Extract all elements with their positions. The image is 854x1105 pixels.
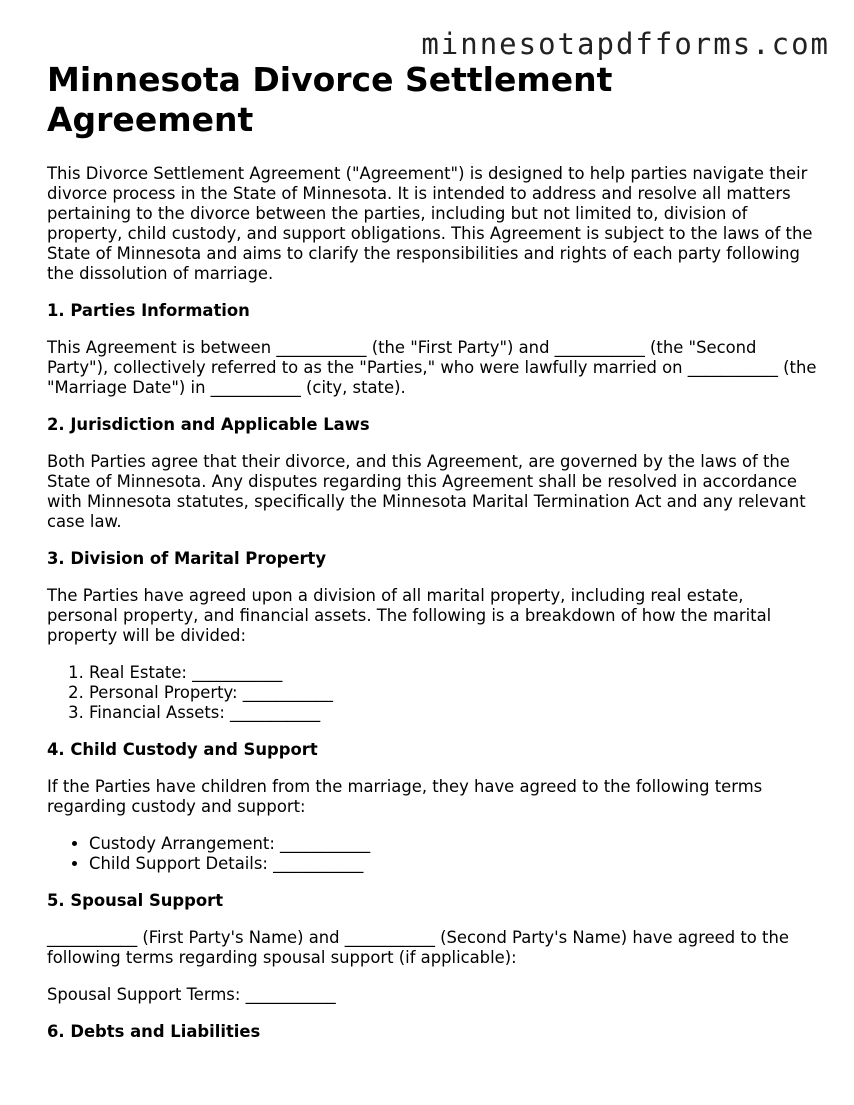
section-text-parties: This Agreement is between ___________ (the "First Party") and ___________ (the "Second Party"), collectively referred to as the "Parties," who were lawfully married on ___________ (the "Marriage Date") in ___________ (city, state).: [47, 338, 817, 397]
list-item: 2. Personal Property: ___________: [89, 683, 817, 703]
document-title: Minnesota Divorce Settlement Agreement: [47, 60, 613, 139]
list-item: • Child Support Details: ___________: [89, 854, 817, 874]
section-text-property: The Parties have agreed upon a division of all marital property, including real estate, personal property, and financial assets. The following is a breakdown of how the marital property will be divided:: [47, 586, 772, 645]
section-heading-parties: 1. Parties Information: [47, 301, 250, 320]
document-body: [47, 60, 817, 1059]
section-heading-spousal: 5. Spousal Support: [47, 891, 224, 910]
section-heading-jurisdiction: 2. Jurisdiction and Applicable Laws: [47, 415, 370, 434]
section-heading-custody: 4. Child Custody and Support: [47, 740, 318, 759]
section-text-jurisdiction: Both Parties agree that their divorce, and this Agreement, are governed by the laws of the State of Minnesota. Any disputes regarding this Agreement shall be resolved in accordance with Minnesota statutes, specifically the Minnesota Marital Termination Act and any relevant case law.: [47, 452, 806, 531]
spousal-support-terms: Spousal Support Terms: ___________: [47, 985, 336, 1004]
section-text-spousal: ___________ (First Party's Name) and ___________ (Second Party's Name) have agreed to the following terms regarding spousal support (if applicable):: [47, 928, 789, 967]
list-item: 3. Financial Assets: ___________: [89, 703, 817, 723]
section-heading-property: 3. Division of Marital Property: [47, 549, 327, 568]
list-item: • Custody Arrangement: ___________: [89, 834, 817, 854]
section-heading-debts: 6. Debts and Liabilities: [47, 1022, 261, 1041]
property-list: [47, 663, 817, 723]
custody-list: [47, 834, 817, 874]
section-text-custody: If the Parties have children from the marriage, they have agreed to the following terms regarding custody and support:: [47, 777, 763, 816]
intro-paragraph: This Divorce Settlement Agreement ("Agreement") is designed to help parties navigate their divorce process in the State of Minnesota. It is intended to address and resolve all matters pertaining to the divorce between the parties, including but not limited to, division of property, child custody, and support obligations. This Agreement is subject to the laws of the State of Minnesota and aims to clarify the responsibilities and rights of each party following the dissolution of marriage.: [47, 164, 813, 283]
watermark: minnesotapdfforms.com: [421, 27, 830, 61]
list-item: 1. Real Estate: ___________: [89, 663, 817, 683]
